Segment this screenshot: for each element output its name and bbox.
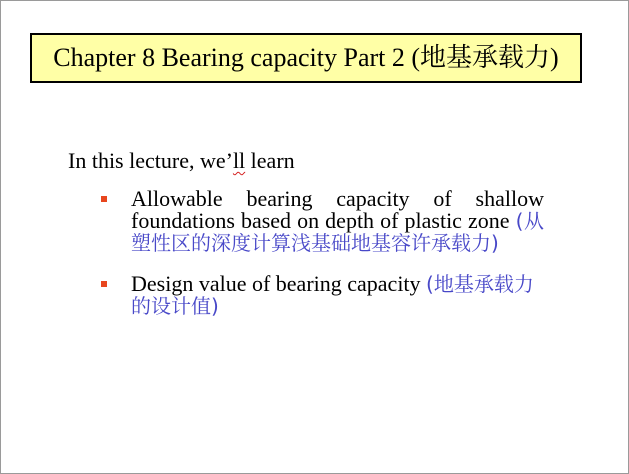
slide-title — [30, 33, 582, 83]
bullet-list — [99, 188, 544, 317]
bullet-text — [131, 273, 544, 317]
bullet-text — [131, 188, 544, 254]
bullet-chinese-note: (从塑性区的深度计算浅基础地基容许承载力) — [131, 209, 544, 255]
spellcheck-flagged-word: ll — [232, 148, 246, 173]
bullet-english-text: Allowable bearing capacity of shallow foundations based on depth of plastic zone — [131, 186, 544, 233]
square-bullet-icon — [101, 196, 107, 202]
bullet-item-allowable-capacity — [99, 188, 544, 254]
square-bullet-icon — [101, 281, 107, 287]
bullet-chinese-note: (地基承载力的设计值) — [131, 272, 534, 318]
intro-text-start: In this lecture, we’ — [68, 148, 233, 173]
slide-title-text: Chapter 8 Bearing capacity Part 2 (地基承载力) — [53, 43, 559, 72]
intro-text-end: learn — [245, 148, 295, 173]
intro-line — [68, 147, 295, 175]
bullet-english-text: Design value of bearing capacity — [131, 271, 427, 296]
bullet-item-design-value — [99, 273, 544, 317]
